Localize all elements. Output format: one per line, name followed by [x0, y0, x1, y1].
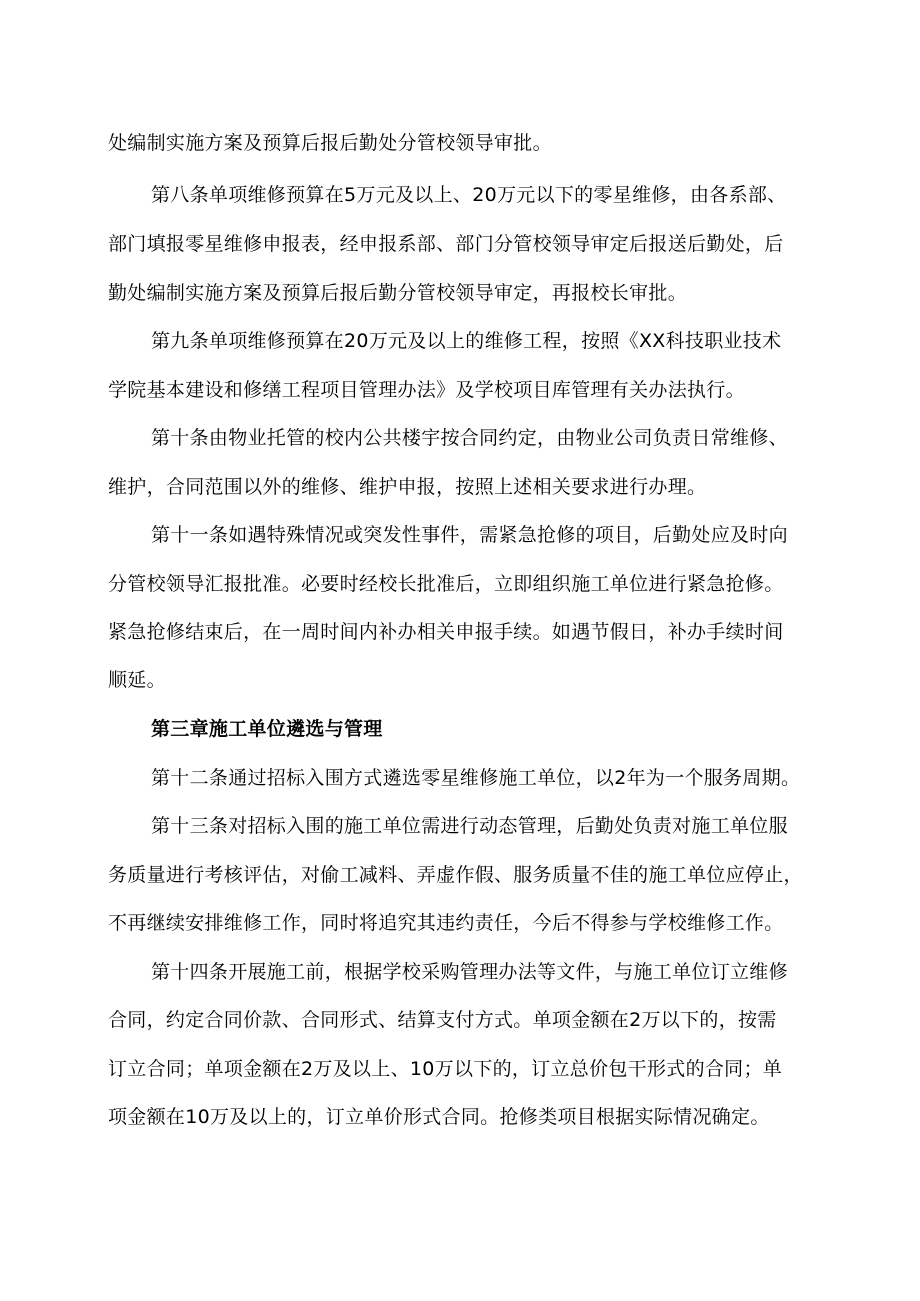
article-10-line-2: 维护，合同范围以外的维修、维护申报，按照上述相关要求进行办理。 [108, 476, 707, 498]
article-9-line-1: 第九条单项维修预算在20万元及以上的维修工程，按照《XX科技职业技术 [151, 330, 782, 352]
article-9-line-2: 学院基本建设和修缮工程项目管理办法》及学校项目库管理有关办法执行。 [108, 379, 745, 401]
article-14-line-3: 订立合同；单项金额在2万及以上、10万以下的，订立总价包干形式的合同；单 [108, 1058, 783, 1080]
article-8-line-1: 第八条单项维修预算在5万元及以上、20万元以下的零星维修，由各系部、 [151, 184, 787, 206]
article-11-line-3: 紧急抢修结束后，在一周时间内补办相关申报手续。如遇节假日，补办手续时间 [108, 621, 784, 643]
body-text-line: 处编制实施方案及预算后报后勤处分管校领导审批。 [108, 132, 552, 154]
chapter-3-heading: 第三章施工单位遴选与管理 [151, 718, 383, 740]
article-14-line-1: 第十四条开展施工前，根据学校采购管理办法等文件，与施工单位订立维修 [151, 961, 788, 983]
article-10-line-1: 第十条由物业托管的校内公共楼宇按合同约定，由物业公司负责日常维修、 [151, 427, 788, 449]
article-13-line-2: 务质量进行考核评估，对偷工减料、弄虚作假、服务质量不佳的施工单位应停止， [108, 864, 803, 886]
article-8-line-3: 勤处编制实施方案及预算后报后勤分管校领导审定，再报校长审批。 [108, 282, 688, 304]
article-13-line-3: 不再继续安排维修工作，同时将追究其违约责任，今后不得参与学校维修工作。 [108, 912, 784, 934]
article-11-line-4: 顺延。 [108, 669, 166, 691]
article-12-line-1: 第十二条通过招标入围方式遴选零星维修施工单位，以2年为一个服务周期。 [151, 767, 801, 789]
article-14-line-2: 合同，约定合同价款、合同形式、结算支付方式。单项金额在2万以下的，按需 [108, 1009, 777, 1031]
article-14-line-4: 项金额在10万及以上的，订立单价形式合同。抢修类项目根据实际情况确定。 [108, 1106, 770, 1128]
article-11-line-2: 分管校领导汇报批准。必要时经校长批准后，立即组织施工单位进行紧急抢修。 [108, 573, 784, 595]
article-13-line-1: 第十三条对招标入围的施工单位需进行动态管理，后勤处负责对施工单位服 [151, 815, 788, 837]
article-11-line-1: 第十一条如遇特殊情况或突发性事件，需紧急抢修的项目，后勤处应及时向 [151, 524, 788, 546]
article-8-line-2: 部门填报零星维修申报表，经申报系部、部门分管校领导审定后报送后勤处，后 [108, 233, 784, 255]
